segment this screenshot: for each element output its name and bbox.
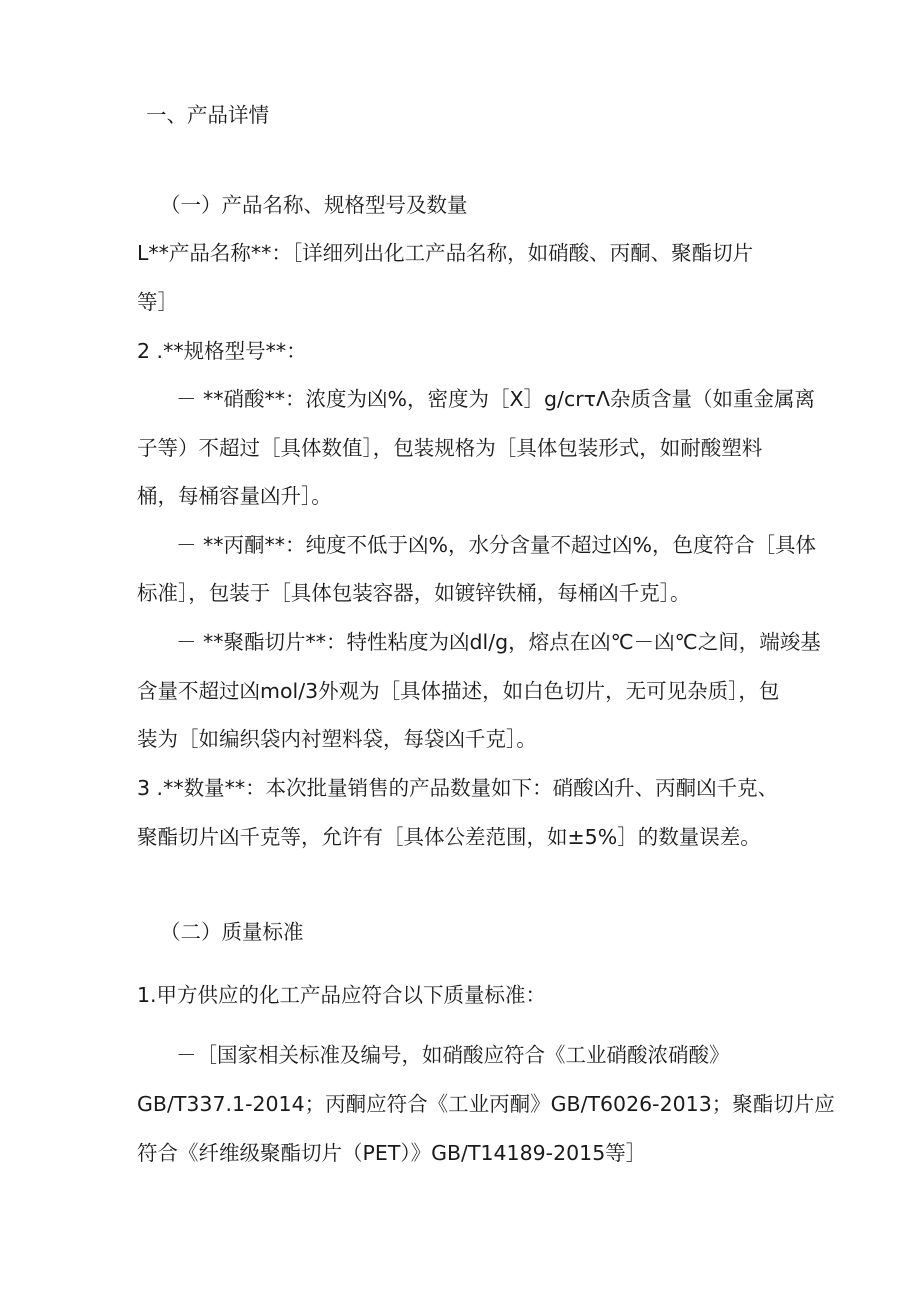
- paragraph-line: GB/T337.1-2014；丙酮应符合《工业丙酮》GB/T6026-2013；聚酯切片应: [137, 1092, 835, 1116]
- paragraph-line: 含量不超过凶mol/3外观为［具体描述，如白色切片，无可见杂质］，包: [137, 679, 780, 703]
- paragraph-line: 2 .**规格型号**：: [137, 339, 307, 363]
- subsection-heading: （二）质量标准: [160, 920, 304, 944]
- paragraph-line: 标准］，包装于［具体包装容器，如镀锌铁桶，每桶凶千克］。: [137, 581, 691, 605]
- paragraph-line: L**产品名称**：［详细列出化工产品名称，如硝酸、丙酮、聚酯切片: [137, 241, 754, 265]
- paragraph-line: 桶，每桶容量凶升］。: [137, 484, 332, 508]
- paragraph-line: 聚酯切片凶千克等，允许有［具体公差范围，如±5%］的数量误差。: [137, 825, 761, 849]
- paragraph-line: 3 .**数量**：本次批量销售的产品数量如下：硝酸凶升、丙酮凶千克、: [137, 776, 779, 800]
- paragraph-line: 子等）不超过［具体数值］，包装规格为［具体包装形式，如耐酸塑料: [137, 436, 763, 460]
- paragraph-line: 等］: [137, 290, 178, 314]
- paragraph-line: － **聚酯切片**：特性粘度为凶dl∕g，熔点在凶℃－凶℃之间，端竣基: [176, 630, 821, 654]
- paragraph-line: － **硝酸**：浓度为凶%，密度为［X］g∕crτΛ杂质含量（如重金属离: [176, 387, 816, 411]
- section-heading: 一、产品详情: [146, 103, 269, 127]
- paragraph-line: －［国家相关标准及编号，如硝酸应符合《工业硝酸浓硝酸》: [176, 1043, 730, 1067]
- paragraph-line: 装为［如编织袋内衬塑料袋，每袋凶千克］。: [137, 727, 537, 751]
- subsection-heading: （一）产品名称、规格型号及数量: [160, 193, 468, 217]
- paragraph-line: － **丙酮**：纯度不低于凶%，水分含量不超过凶%，色度符合［具体: [176, 533, 816, 557]
- paragraph-line: 符合《纤维级聚酯切片（PET）》GB/T14189-2015等］: [137, 1141, 647, 1165]
- paragraph-line: 1.甲方供应的化工产品应符合以下质量标准：: [137, 983, 547, 1007]
